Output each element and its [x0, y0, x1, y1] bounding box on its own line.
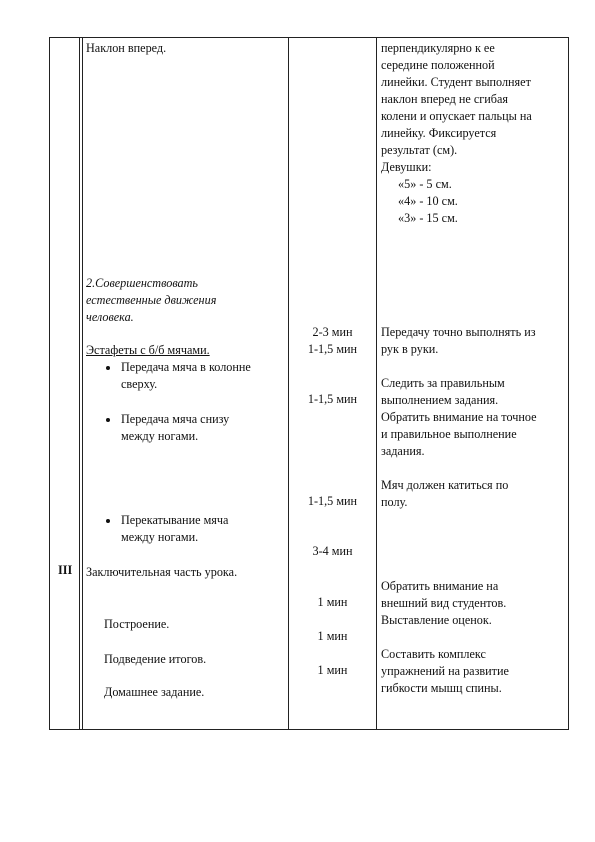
bullet-dot: [106, 519, 110, 523]
intro-line: колени и опускает пальцы на: [381, 109, 532, 123]
intro-line: наклон вперед не сгибая: [381, 92, 508, 106]
grade-line: «5» - 5 см.: [398, 177, 452, 191]
table-border-right: [568, 37, 569, 730]
intro-line: результат (см).: [381, 143, 458, 157]
time-3: 1-1,5 мин: [307, 392, 358, 406]
note2-line: выполнением задания.: [381, 393, 499, 407]
task2-line1: 2.Совершенствовать: [86, 276, 198, 290]
time-6: 1 мин: [317, 595, 348, 609]
summary-text: Подведение итогов.: [104, 652, 207, 666]
intro-line: середине положенной: [381, 58, 495, 72]
grade-line: «3» - 15 см.: [398, 211, 458, 225]
note4-line: внешний вид студентов.: [381, 596, 507, 610]
bullet1-line2: сверху.: [121, 377, 158, 391]
table-border-top: [49, 37, 569, 38]
note2-line: и правильное выполнение: [381, 427, 517, 441]
time-8: 1 мин: [317, 663, 348, 677]
bullet-dot: [106, 366, 110, 370]
section-number: III: [58, 563, 73, 577]
bullet3-line1: Перекатывание мяча: [121, 513, 229, 527]
table-divider-3: [376, 37, 377, 730]
table-border-bottom: [49, 729, 569, 730]
note5-line: гибкости мышц спины.: [381, 681, 502, 695]
table-divider-1: [79, 37, 80, 730]
intro-line: перпендикулярно к ее: [381, 41, 495, 55]
note4-line: Выставление оценок.: [381, 613, 492, 627]
table-divider-1b: [82, 37, 83, 730]
note2-line: Следить за правильным: [381, 376, 505, 390]
note2-line: Обратить внимание на точное: [381, 410, 537, 424]
relay-title: Эстафеты с б/б мячами.: [86, 343, 210, 357]
final-part-heading: Заключительная часть урока.: [86, 565, 238, 579]
table-border-left: [49, 37, 50, 730]
intro-line: линейки. Студент выполняет: [381, 75, 531, 89]
task2-line2: естественные движения: [86, 293, 217, 307]
task2-line3: человека.: [86, 310, 134, 324]
note1-line: Передачу точно выполнять из: [381, 325, 536, 339]
bullet3-line2: между ногами.: [121, 530, 199, 544]
time-2: 1-1,5 мин: [307, 342, 358, 356]
note2-line: задания.: [381, 444, 425, 458]
time-4: 1-1,5 мин: [307, 494, 358, 508]
note5-line: Составить комплекс: [381, 647, 486, 661]
note1-line: рук в руки.: [381, 342, 439, 356]
bullet2-line2: между ногами.: [121, 429, 199, 443]
note3-line: Мяч должен катиться по: [381, 478, 509, 492]
time-1: 2-3 мин: [312, 325, 353, 339]
exercise-title: Наклон вперед.: [86, 41, 167, 55]
note3-line: полу.: [381, 495, 408, 509]
time-5: 3-4 мин: [312, 544, 353, 558]
intro-line: линейку. Фиксируется: [381, 126, 497, 140]
girls-label: Девушки:: [381, 160, 432, 174]
time-7: 1 мин: [317, 629, 348, 643]
table-divider-2: [288, 37, 289, 730]
bullet-dot: [106, 418, 110, 422]
grade-line: «4» - 10 см.: [398, 194, 458, 208]
note4-line: Обратить внимание на: [381, 579, 499, 593]
bullet1-line1: Передача мяча в колонне: [121, 360, 251, 374]
bullet2-line1: Передача мяча снизу: [121, 412, 230, 426]
homework-text: Домашнее задание.: [104, 685, 205, 699]
formation-text: Построение.: [104, 617, 170, 631]
note5-line: упражнений на развитие: [381, 664, 509, 678]
